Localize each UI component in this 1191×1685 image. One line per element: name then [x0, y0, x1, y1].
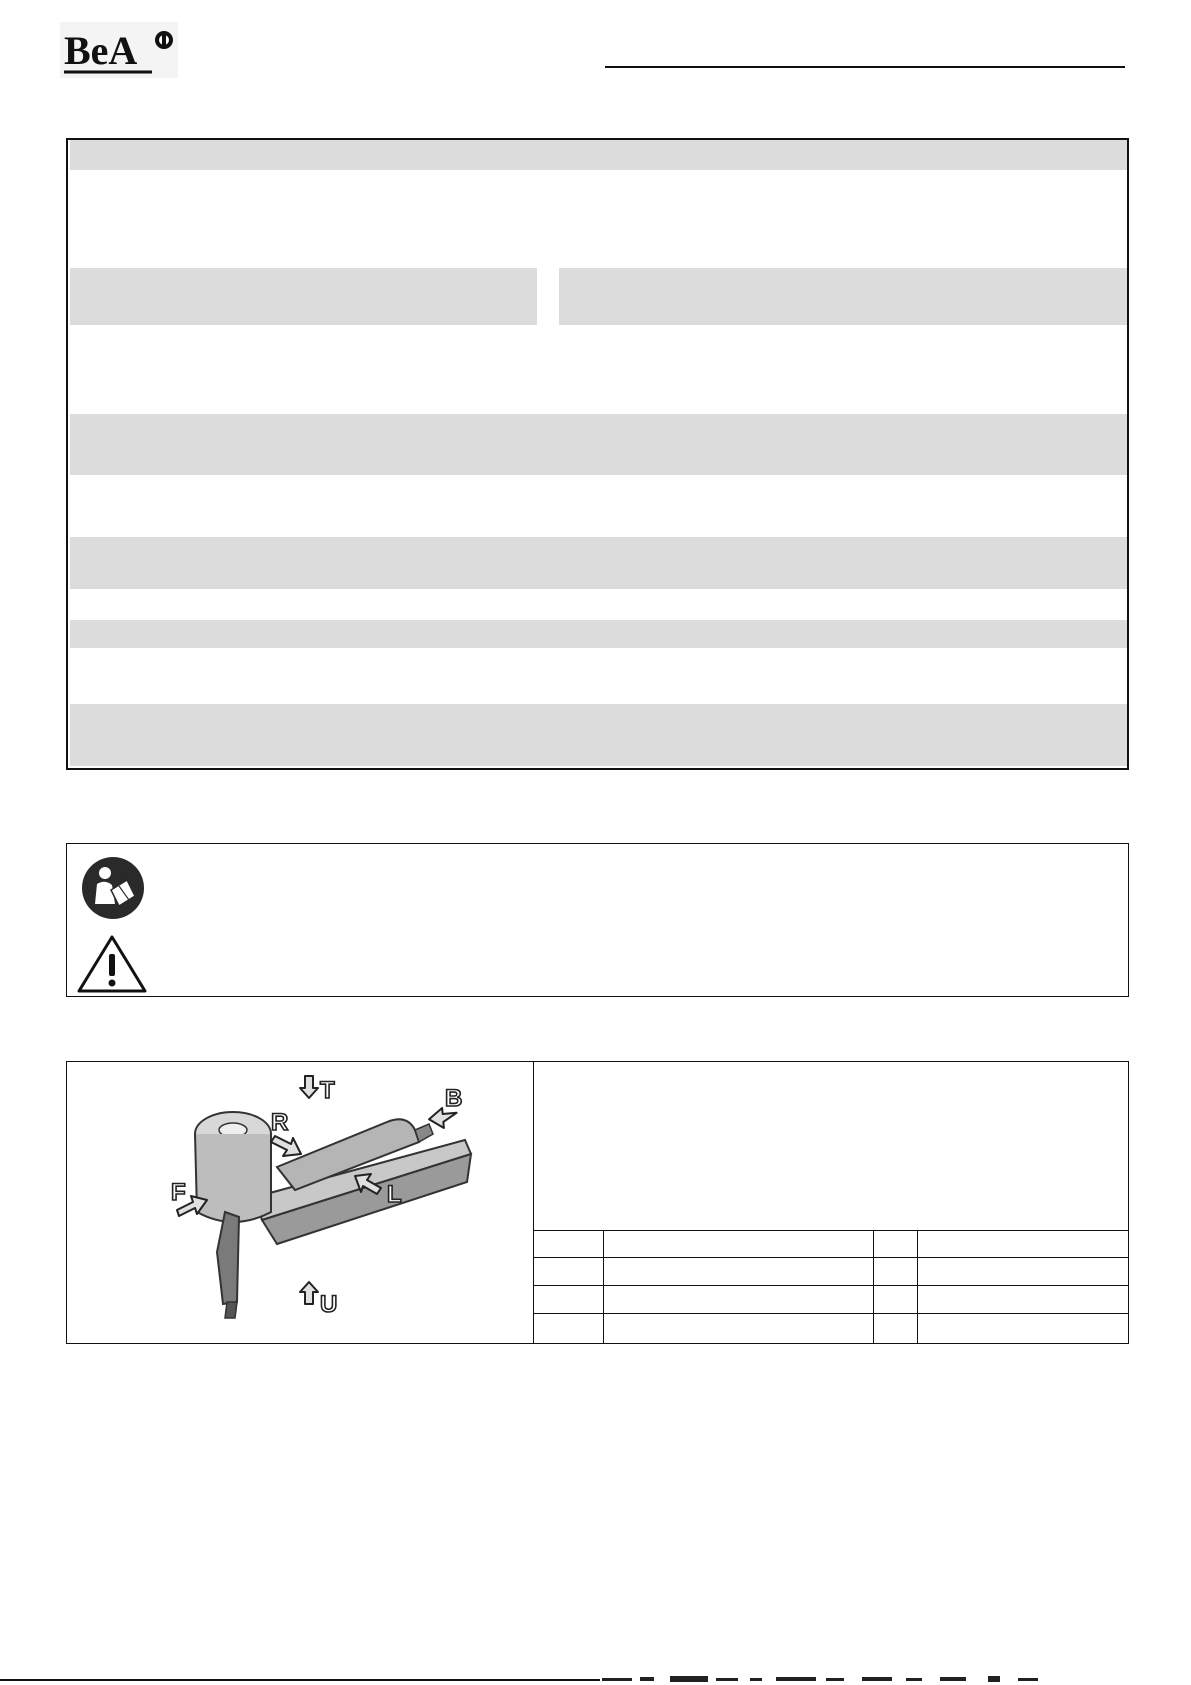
direction-label-r: R [271, 1109, 289, 1136]
grid-col-line [873, 1230, 874, 1343]
direction-label-b: B [445, 1085, 463, 1112]
spec-band [70, 704, 1127, 766]
spec-band-left [70, 268, 537, 325]
direction-label-f: F [171, 1179, 186, 1206]
parameter-grid [534, 1230, 1128, 1343]
direction-label-l: L [387, 1181, 402, 1208]
header-rule [605, 66, 1125, 68]
safety-notice-box [66, 843, 1129, 997]
svg-text:BeA: BeA [64, 28, 138, 73]
caution-triangle-icon [76, 934, 148, 994]
grid-row-line [534, 1285, 1128, 1286]
grid-col-line [917, 1230, 918, 1343]
specification-table [66, 138, 1129, 770]
spec-band [70, 414, 1127, 475]
nailer-tool-illustration [167, 1072, 507, 1334]
bea-logo [60, 22, 178, 78]
spec-band [70, 620, 1127, 648]
grid-row-line [534, 1313, 1128, 1314]
grid-row-line [534, 1230, 1128, 1231]
read-manual-icon [81, 856, 145, 920]
grid-col-line [603, 1230, 604, 1343]
footer-rule [0, 1679, 600, 1681]
grid-row-line [534, 1257, 1128, 1258]
direction-label-u: U [320, 1291, 338, 1318]
spec-band-right [559, 268, 1127, 325]
tool-overview-box [66, 1061, 1129, 1344]
direction-label-t: T [320, 1077, 335, 1104]
footer-scan-artifact [600, 1674, 1050, 1685]
spec-band [70, 140, 1127, 170]
spec-band [70, 537, 1127, 589]
